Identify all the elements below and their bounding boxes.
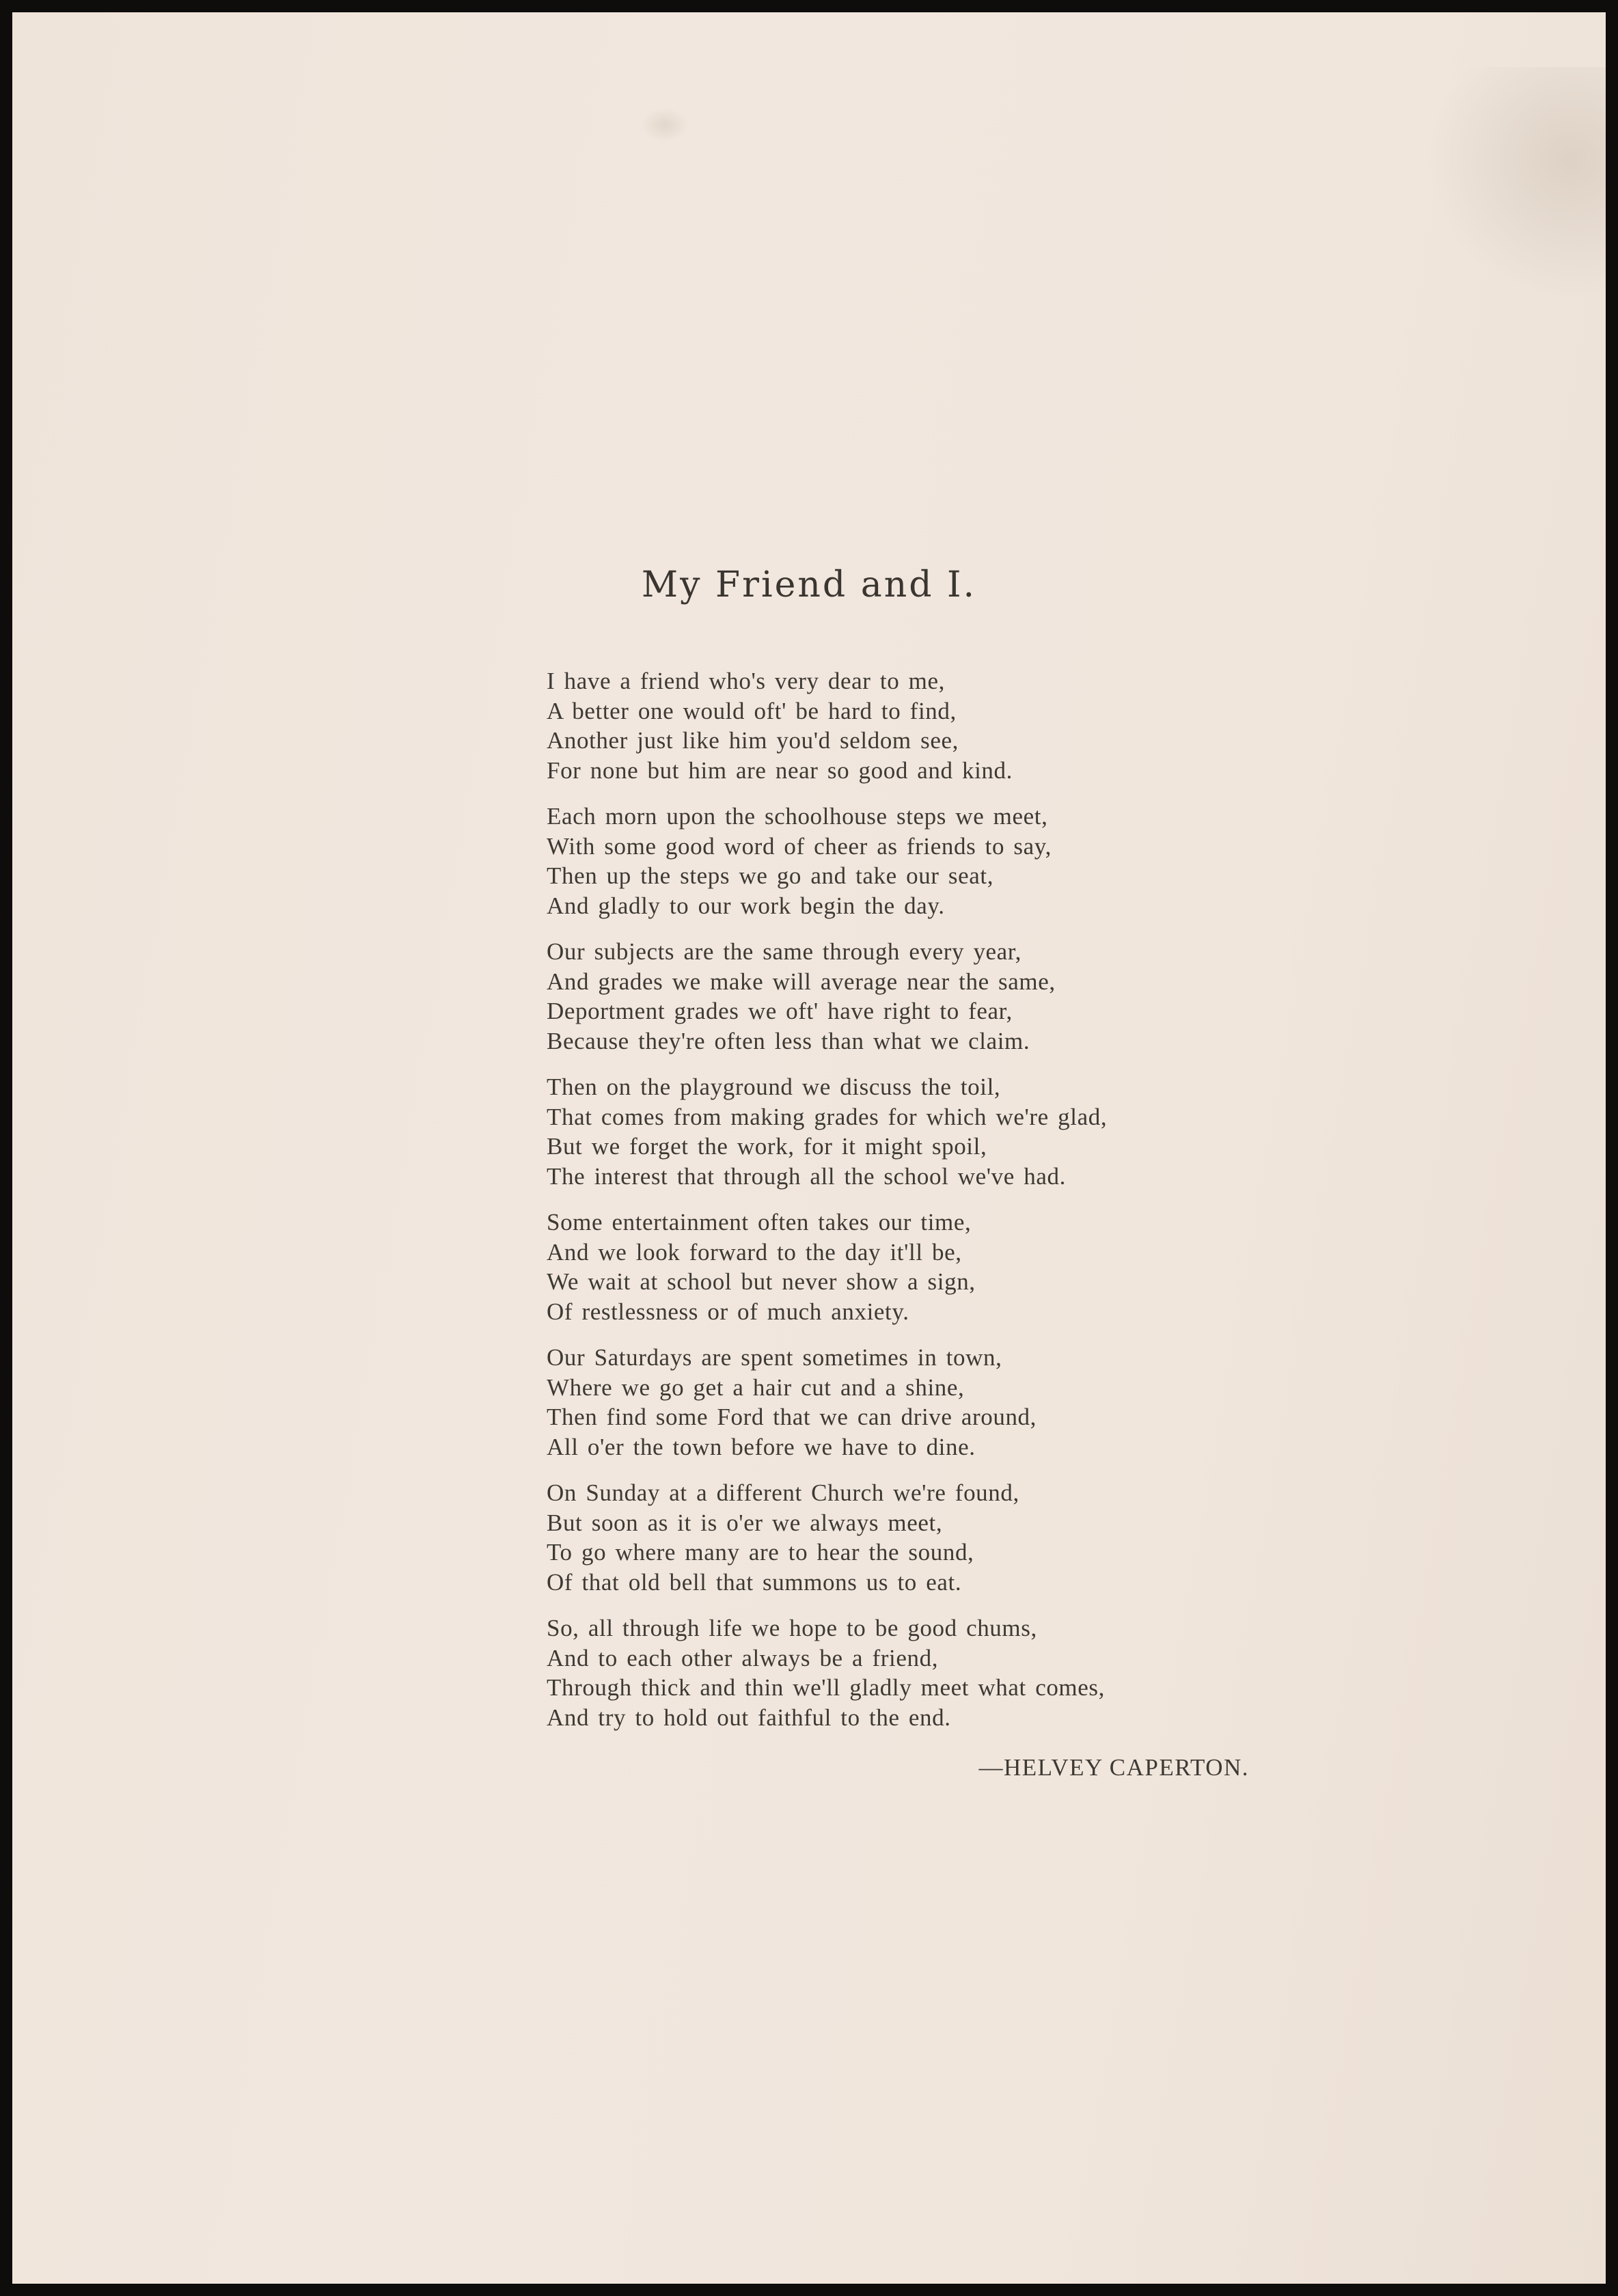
poem-line: Through thick and thin we'll gladly meet what comes, [547,1674,1105,1701]
poem-line: And to each other always be a friend, [547,1644,939,1671]
poem-line: Our subjects are the same through every year, [547,938,1022,965]
poem-line: Of that old bell that summons us to eat. [547,1568,962,1596]
poem-line: But we forget the work, for it might spoil, [547,1133,987,1160]
poem-line: On Sunday at a different Church we're found, [547,1479,1019,1506]
poem-line: The interest that through all the school we've had. [547,1162,1066,1190]
poem-title: My Friend and I. [641,564,977,605]
stanza [547,937,1264,1056]
stanza [547,1072,1264,1191]
poem-line: And we look forward to the day it'll be, [547,1238,962,1266]
poem-line: Another just like him you'd seldom see, [547,727,959,754]
poem-line: To go where many are to hear the sound, [547,1539,974,1566]
poem-body [547,666,1264,1749]
paper-smudge [641,108,689,142]
poem-line: Because they're often less than what we claim. [547,1027,1030,1054]
poem-line: We wait at school but never show a sign, [547,1268,976,1295]
poem-line: Then on the playground we discuss the toil, [547,1074,1001,1100]
poem-line: That comes from making grades for which we're glad, [547,1103,1108,1130]
poem-line: With some good word of cheer as friends to say, [547,832,1052,860]
stanza [547,666,1264,785]
author-signature: —HELVEY CAPERTON. [978,1754,1249,1781]
poem-line: Some entertainment often takes our time, [547,1209,972,1235]
poem-line: Our Saturdays are spent sometimes in town, [547,1344,1002,1371]
poem-line: I have a friend who's very dear to me, [547,668,945,694]
poem-line: Of restlessness or of much anxiety. [547,1298,909,1325]
poem-line: Then up the steps we go and take our seat, [547,862,994,889]
stanza [547,1478,1264,1597]
poem-line: Then find some Ford that we can drive around, [547,1404,1037,1430]
poem-line: And grades we make will average near the same, [547,968,1056,995]
poem-line: And gladly to our work begin the day. [547,892,945,919]
stanza [547,1613,1264,1732]
stanza [547,802,1264,920]
poem-line: Deportment grades we oft' have right to fear, [547,998,1013,1024]
poem-line: And try to hold out faithful to the end. [547,1704,951,1731]
poem-line: Each morn upon the schoolhouse steps we meet, [547,803,1048,830]
stanza [547,1343,1264,1462]
paper-shadow [1428,67,1606,299]
stanza [547,1207,1264,1326]
poem-line: For none but him are near so good and kind. [547,756,1013,784]
poem-line: All o'er the town before we have to dine. [547,1433,976,1460]
poem-line: A better one would oft' be hard to find, [547,697,957,724]
poem-line: So, all through life we hope to be good chums, [547,1615,1037,1641]
scanned-page [12,12,1606,2284]
poem-line: Where we go get a hair cut and a shine, [547,1374,965,1401]
poem-line: But soon as it is o'er we always meet, [547,1509,943,1536]
